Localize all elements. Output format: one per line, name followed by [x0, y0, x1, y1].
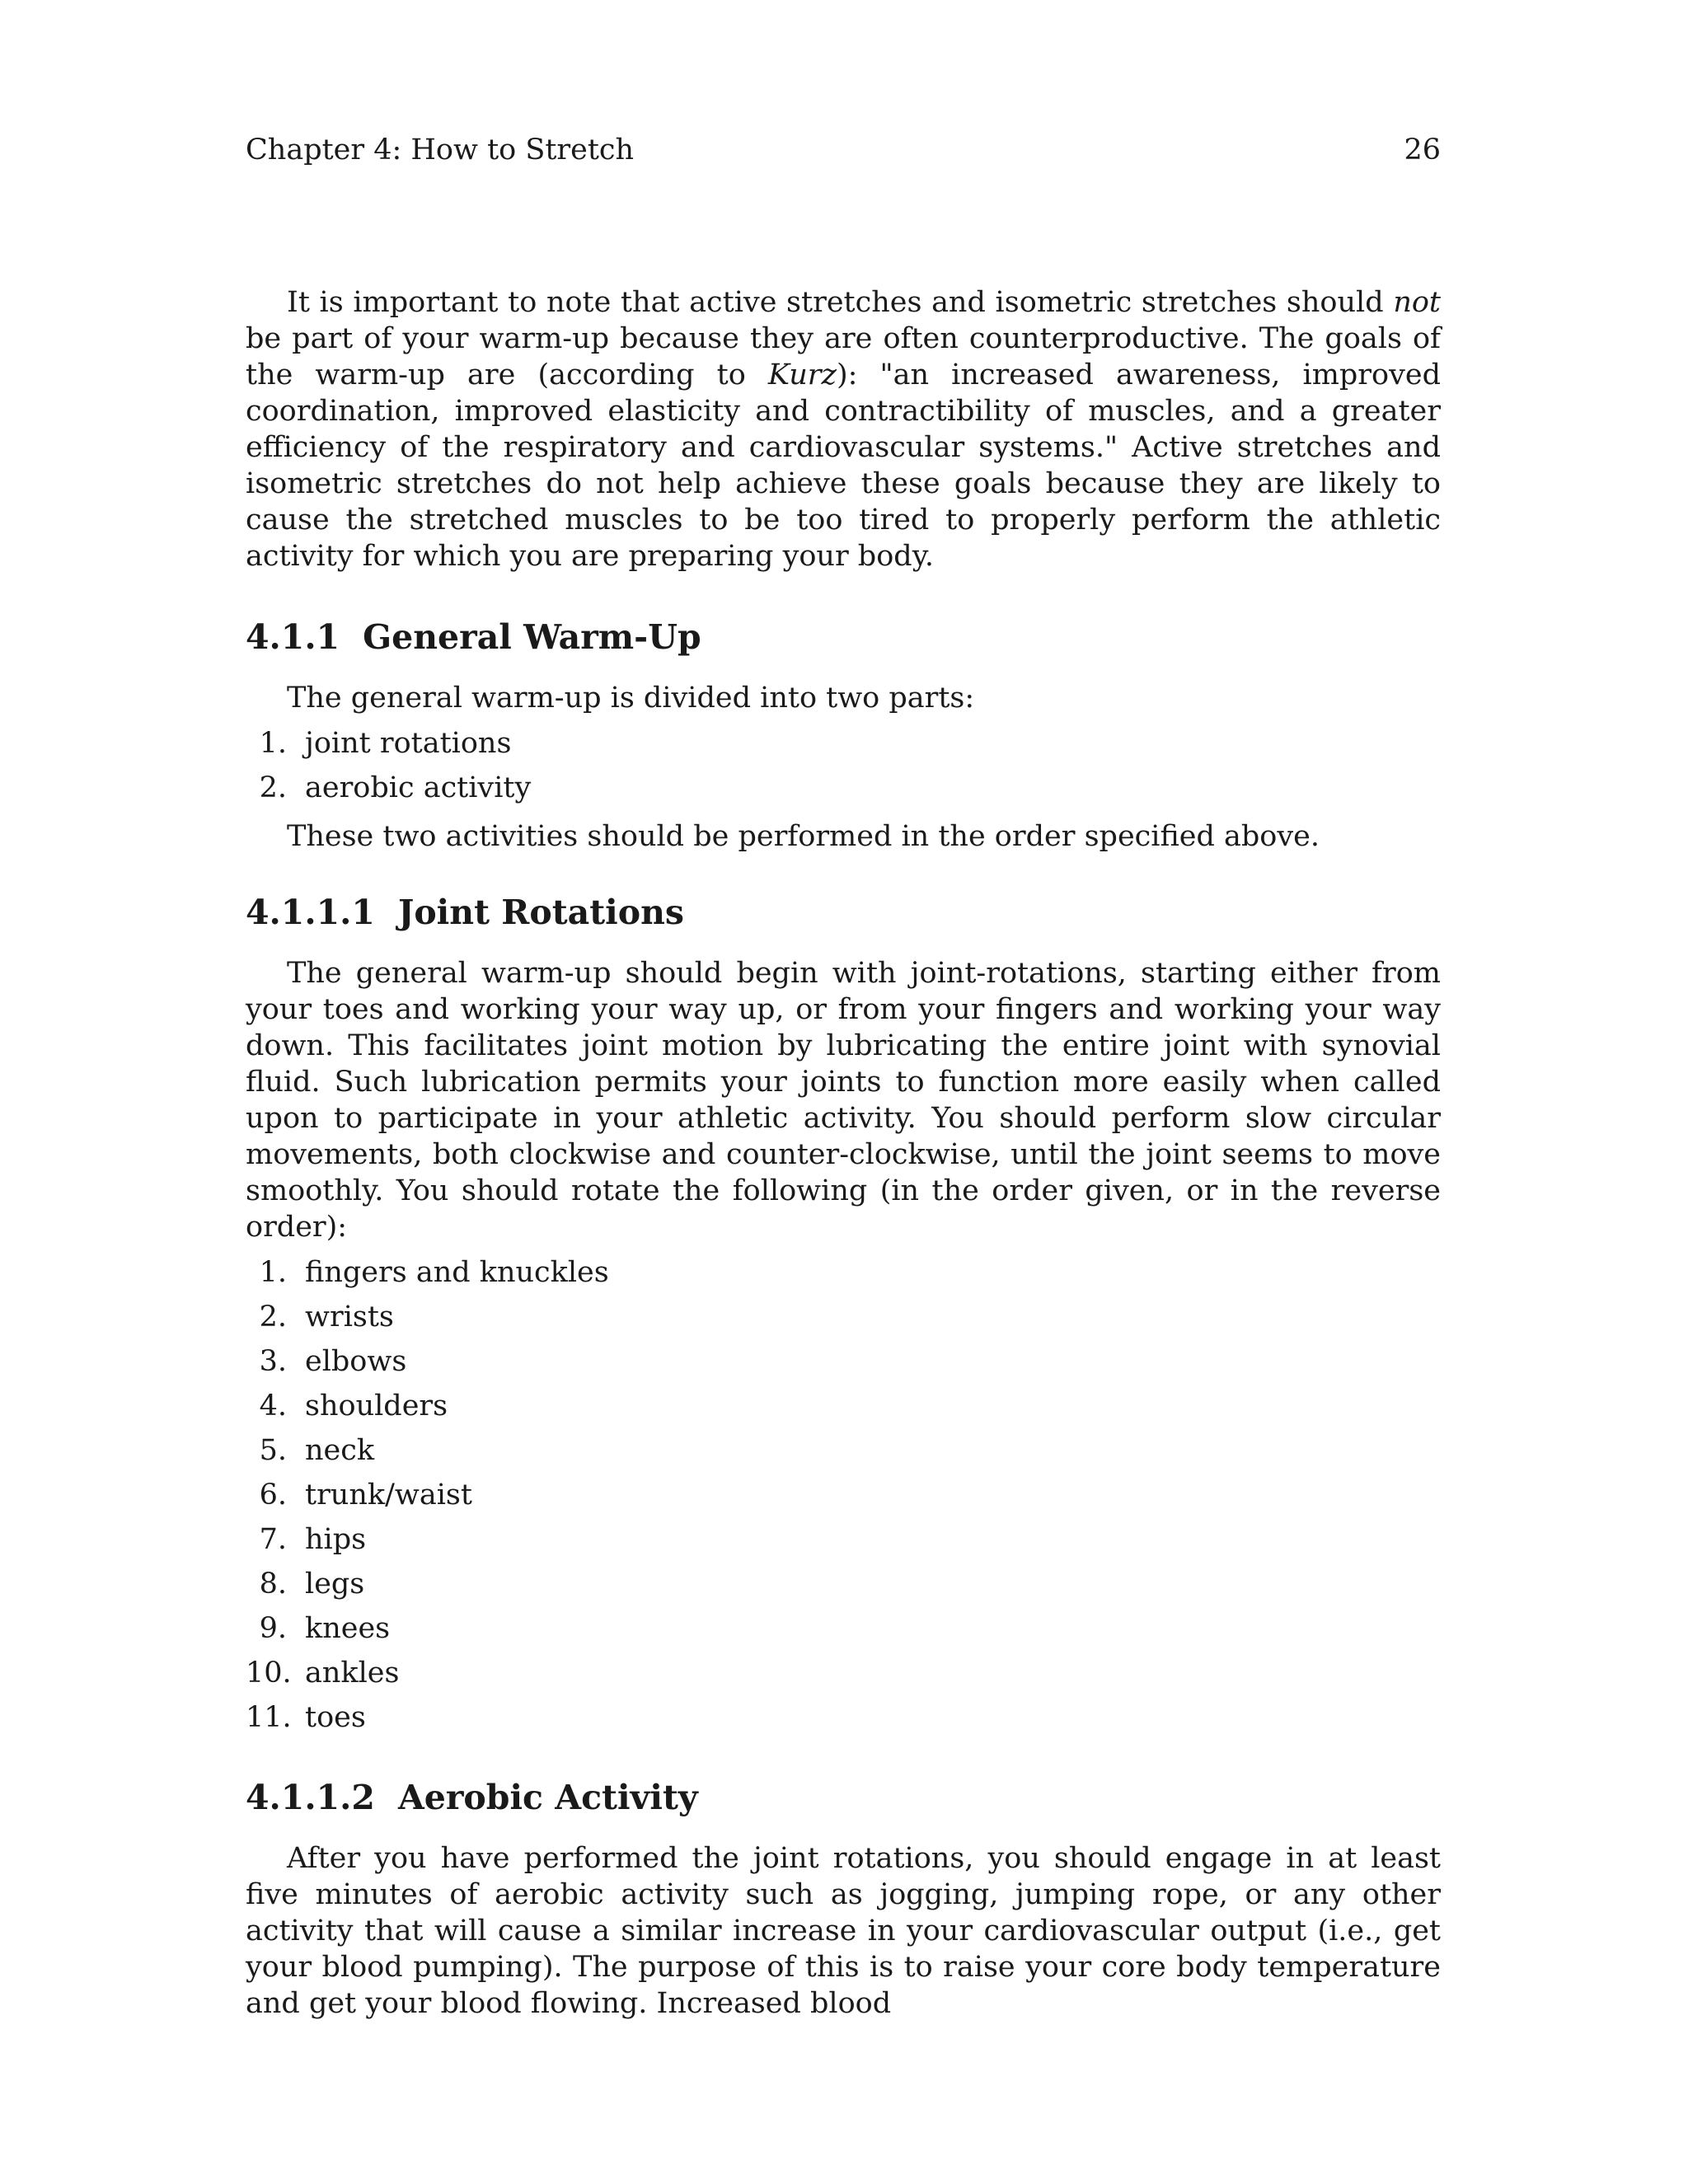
- list-item: [246, 1562, 1441, 1606]
- list-item: [246, 1339, 1441, 1384]
- intro-emphasis-kurz: Kurz: [767, 359, 837, 391]
- list-item-text: trunk/waist: [305, 1479, 472, 1511]
- list-item-text: elbows: [305, 1345, 407, 1378]
- list-item-text: aerobic activity: [305, 771, 532, 804]
- general-parts-list: [246, 721, 1441, 810]
- intro-paragraph: [246, 284, 1441, 574]
- list-number: 5.: [259, 1434, 287, 1467]
- intro-text-1: It is important to note that active stretches and isometric stretches should: [287, 286, 1394, 319]
- list-item: [246, 1606, 1441, 1651]
- joint-rotations-paragraph: The general warm-up should begin with joint-rotations, starting either from your toes and working your way up, or from your fingers and working your way down. This facilitates joint motion by lubricating the entire joint with synovial fluid. Such lubrication permits your joints to function more easily when called upon to participate in your athletic activity. You should perform slow circular movements, both clockwise and counter-clockwise, until the joint seems to move smoothly. You should rotate the following (in the order given, or in the reverse order):: [246, 957, 1441, 1244]
- list-number: 4.: [259, 1390, 287, 1422]
- list-number: 8.: [259, 1568, 287, 1601]
- joint-rotations-list: [246, 1250, 1441, 1740]
- section-heading-joint-rotations: [246, 891, 1441, 934]
- list-item-text: knees: [305, 1612, 391, 1645]
- section-title: General Warm-Up: [363, 617, 701, 657]
- section-heading-general-warm-up: [246, 616, 1441, 658]
- list-item-text: ankles: [305, 1657, 400, 1690]
- page-body: [246, 284, 1441, 2022]
- list-item-text: legs: [305, 1568, 365, 1601]
- list-item-text: joint rotations: [305, 727, 512, 760]
- list-number: 10.: [246, 1657, 292, 1690]
- list-item: [246, 766, 1441, 810]
- list-number: 11.: [246, 1701, 292, 1734]
- section-title: Joint Rotations: [397, 893, 684, 932]
- section-number: 4.1.1.1: [246, 893, 375, 932]
- list-number: 3.: [259, 1345, 287, 1378]
- list-item: [246, 1384, 1441, 1428]
- list-item: [246, 1651, 1441, 1695]
- list-number: 6.: [259, 1479, 287, 1511]
- list-number: 2.: [259, 1301, 287, 1333]
- general-lead-paragraph: The general warm-up is divided into two parts:: [287, 682, 975, 715]
- list-item-text: hips: [305, 1523, 367, 1556]
- chapter-title: Chapter 4: How to Stretch: [246, 134, 635, 166]
- list-item: [246, 1250, 1441, 1295]
- list-item-text: shoulders: [305, 1390, 448, 1422]
- list-item: [246, 1295, 1441, 1339]
- list-number: 2.: [259, 771, 287, 804]
- list-item: [246, 1473, 1441, 1517]
- aerobic-activity-paragraph: After you have performed the joint rotations, you should engage in at least five minutes of aerobic activity such as jogging, jumping rope, or any other activity that will cause a similar increase in your cardiovascular output (i.e., get your blood pumping). The purpose of this is to raise your core body temperature and get your blood flowing. Increased blood: [246, 1842, 1441, 2020]
- intro-text-3: ): "an increased awareness, improved coordination, improved elasticity and contractibility of muscles, and a greater efficiency of the respiratory and cardiovascular systems." Active stretches and isometric stretches do not help achieve these goals because they are likely to cause the stretched muscles to be too tired to properly perform the athletic activity for which you are preparing your body.: [246, 359, 1442, 573]
- section-title: Aerobic Activity: [397, 1778, 698, 1817]
- list-item: [246, 1695, 1441, 1740]
- running-header: [246, 130, 1441, 170]
- section-heading-aerobic-activity: [246, 1776, 1441, 1819]
- list-number: 1.: [259, 1256, 287, 1289]
- list-item: [246, 1517, 1441, 1562]
- list-item-text: wrists: [305, 1301, 394, 1333]
- list-item-text: toes: [305, 1701, 366, 1734]
- list-number: 9.: [259, 1612, 287, 1645]
- list-item-text: neck: [305, 1434, 375, 1467]
- list-item: [246, 1428, 1441, 1473]
- section-number: 4.1.1: [246, 617, 340, 657]
- section-number: 4.1.1.2: [246, 1778, 375, 1817]
- list-item-text: fingers and knuckles: [305, 1256, 609, 1289]
- intro-emphasis-not: not: [1393, 286, 1441, 319]
- list-number: 1.: [259, 727, 287, 760]
- list-number: 7.: [259, 1523, 287, 1556]
- page-number: 26: [1404, 134, 1441, 166]
- intro-text-2: be part of your warm-up because they are often counterproductive. The goals of the warm-up are (according to: [246, 322, 1441, 391]
- list-item: [246, 721, 1441, 766]
- general-after-paragraph: These two activities should be performed in the order specified above.: [287, 820, 1320, 853]
